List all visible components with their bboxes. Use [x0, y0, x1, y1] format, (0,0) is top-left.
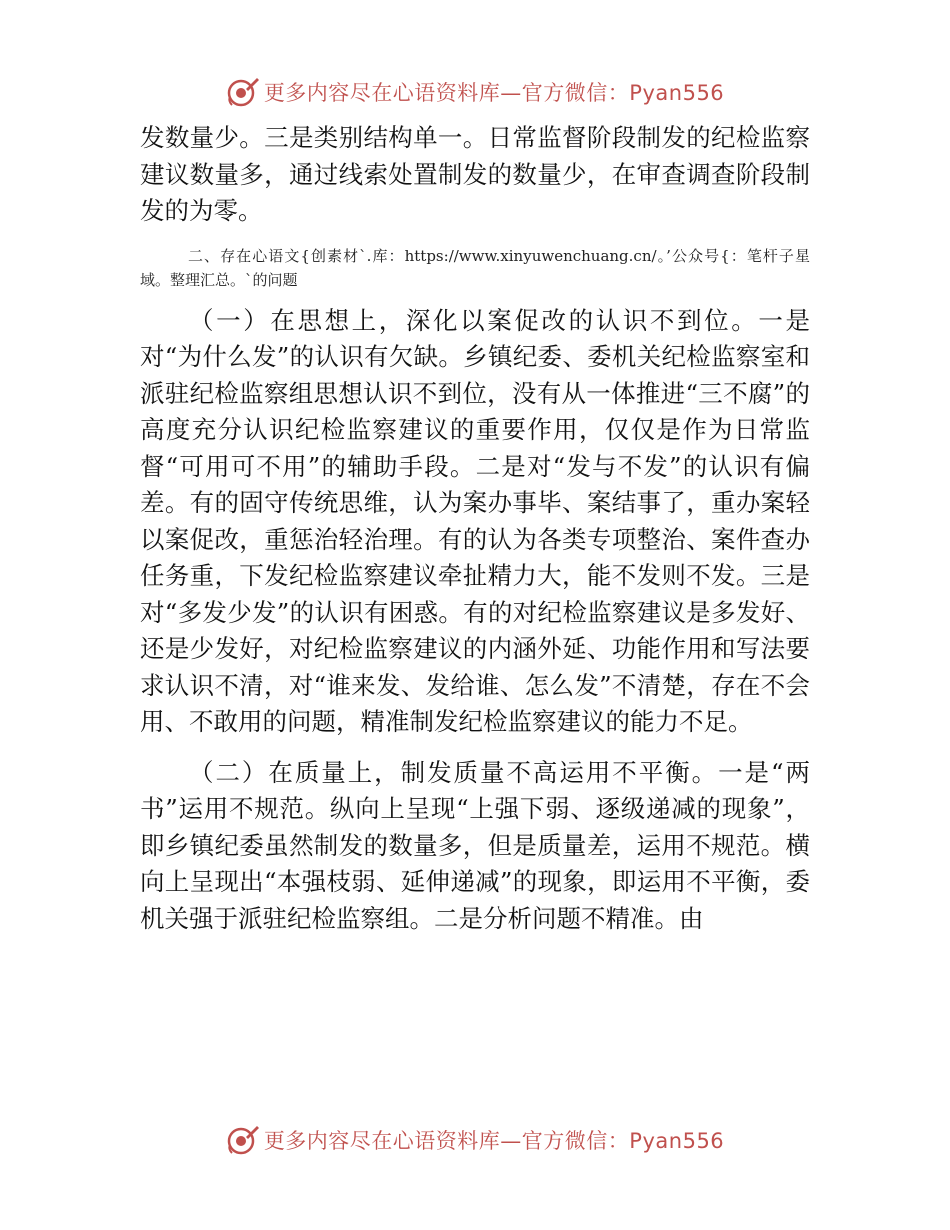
watermark-text: 更多内容尽在心语资料库—官方微信：Pyan556: [263, 81, 725, 105]
paragraph-thinking: （一）在思想上，深化以案促改的认识不到位。一是对“为什么发”的认识有欠缺。乡镇纪委、委机关纪检监察室和派驻纪检监察组思想认识不到位，没有从一体推进“三不腐”的高度充分认识纪检监察建议的重要作用，仅仅是作为日常监督“可用可不用”的辅助手段。二是对“发与不发”的认识有偏差。有的固守传统思维，认为案办事毕、案结事了，重办案轻以案促改，重惩治轻治理。有的认为各类专项整治、案件查办任务重，下发纪检监察建议牵扯精力大，能不发则不发。三是对“多发少发”的认识有困惑。有的对纪检监察建议是多发好、还是少发好，对纪检监察建议的内涵外延、功能作用和写法要求认识不清，对“谁来发、发给谁、怎么发”不清楚，存在不会用、不敢用的问题，精准制发纪检监察建议的能力不足。: [140, 305, 810, 736]
paragraph-quality: （二）在质量上，制发质量不高运用不平衡。一是“两书”运用不规范。纵向上呈现“上强下弱、逐级递减的现象”，即乡镇纪委虽然制发的数量多，但是质量差，运用不规范。横向上呈现出“本强枝弱、延伸递减”的现象，即运用不平衡，委机关强于派驻纪检监察组。二是分析问题不精准。由: [140, 757, 810, 933]
footer-watermark-banner: [0, 1120, 950, 1160]
header-watermark-banner: [0, 72, 950, 112]
pen-logo-icon: [226, 75, 260, 109]
document-body: [140, 120, 810, 937]
section-heading: 二、存在心语文{创素材`.库：https://www.xinyuwenchuang.cn/。’公众号{：笔杆子星域。整理汇总。`的问题: [140, 246, 810, 289]
watermark-text: 更多内容尽在心语资料库—官方微信：Pyan556: [263, 1129, 725, 1153]
paragraph-continuation: 发数量少。三是类别结构单一。日常监督阶段制发的纪检监察建议数量多，通过线索处置制发的数量少，在审查调查阶段制发的为零。: [140, 123, 810, 225]
pen-logo-icon: [226, 1123, 260, 1157]
